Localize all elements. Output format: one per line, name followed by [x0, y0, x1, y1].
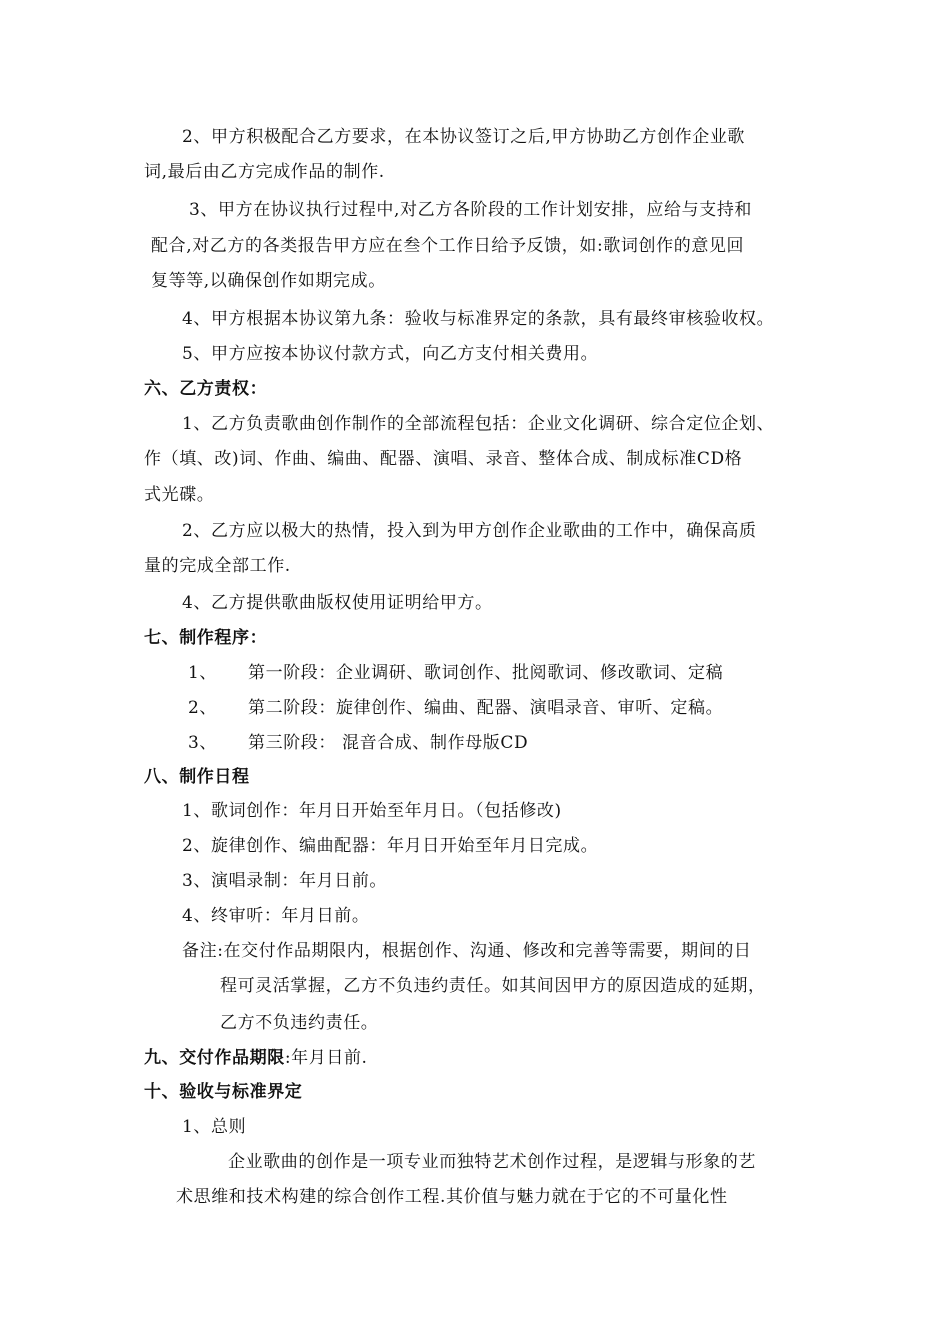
- general-para-line-1: 企业歌曲的创作是一项专业而独特艺术创作过程，是逻辑与形象的艺: [228, 1152, 756, 1172]
- schedule-item: 1、歌词创作：年月日开始至年月日。（包括修改): [182, 801, 562, 821]
- note-line-1: 备注:在交付作品期限内，根据创作、沟通、修改和完善等需要，期间的日: [182, 941, 752, 961]
- clause-6-4: 4、乙方提供歌曲版权使用证明给甲方。: [182, 593, 493, 613]
- clause-5-3-line-1: 3、甲方在协议执行过程中,对乙方各阶段的工作计划安排，应给与支持和: [189, 200, 753, 220]
- clause-5-2-line-2: 词,最后由乙方完成作品的制作.: [144, 162, 385, 182]
- note-line-3: 乙方不负违约责任。: [220, 1013, 379, 1033]
- note-line-2: 程可灵活掌握，乙方不负违约责任。如其间因甲方的原因造成的延期，: [220, 976, 766, 996]
- schedule-item: 4、终审听：年月日前。: [182, 906, 370, 926]
- section-10-heading: 十、验收与标准界定: [144, 1082, 303, 1102]
- section-8-heading: 八、制作日程: [144, 767, 250, 787]
- section-9-heading: 九、交付作品期限: [144, 1048, 285, 1068]
- stage-item: [188, 732, 528, 754]
- stage-text: 第一阶段：企业调研、歌词创作、批阅歌词、修改歌词、定稿: [248, 663, 724, 683]
- schedule-item: 3、演唱录制：年月日前。: [182, 871, 388, 891]
- clause-6-1-line-2: 作（填、改)词、作曲、编曲、配器、演唱、录音、整体合成、制成标准CD格: [144, 449, 743, 469]
- clause-5-2-line-1: 2、甲方积极配合乙方要求，在本协议签订之后,甲方协助乙方创作企业歌: [182, 127, 746, 147]
- section-7-heading: 七、制作程序：: [144, 628, 268, 648]
- clause-5-4: 4、甲方根据本协议第九条：验收与标准界定的条款，具有最终审核验收权。: [182, 309, 775, 329]
- section-9-line: [144, 1047, 368, 1069]
- stage-number: 3、: [188, 733, 218, 753]
- clause-6-2-line-2: 量的完成全部工作.: [144, 556, 291, 576]
- general-para-line-2: 术思维和技术构建的综合创作工程.其价值与魅力就在于它的不可量化性: [176, 1187, 728, 1207]
- clause-5-3-line-3: 复等等,以确保创作如期完成。: [151, 271, 386, 291]
- clause-6-2-line-1: 2、乙方应以极大的热情，投入到为甲方创作企业歌曲的工作中，确保高质: [182, 521, 757, 541]
- clause-6-1-line-3: 式光碟。: [144, 485, 215, 505]
- stage-item: [188, 662, 723, 684]
- stage-item: [188, 697, 723, 719]
- schedule-item: 2、旋律创作、编曲配器：年月日开始至年月日完成。: [182, 836, 599, 856]
- stage-number: 1、: [188, 663, 218, 683]
- clause-6-1-line-1: 1、乙方负责歌曲创作制作的全部流程包括：企业文化调研、综合定位企划、: [182, 414, 775, 434]
- stage-text: 第三阶段： 混音合成、制作母版CD: [248, 733, 529, 753]
- stage-number: 2、: [188, 698, 218, 718]
- clause-5-5: 5、甲方应按本协议付款方式，向乙方支付相关费用。: [182, 344, 599, 364]
- section-6-heading: 六、乙方责权：: [144, 379, 268, 399]
- section-9-text: :年月日前.: [284, 1048, 368, 1068]
- section-10-subheading: 1、总则: [182, 1117, 247, 1137]
- clause-5-3-line-2: 配合,对乙方的各类报告甲方应在叁个工作日给予反馈，如:歌词创作的意见回: [151, 236, 745, 256]
- stage-text: 第二阶段：旋律创作、编曲、配器、演唱录音、审听、定稿。: [248, 698, 724, 718]
